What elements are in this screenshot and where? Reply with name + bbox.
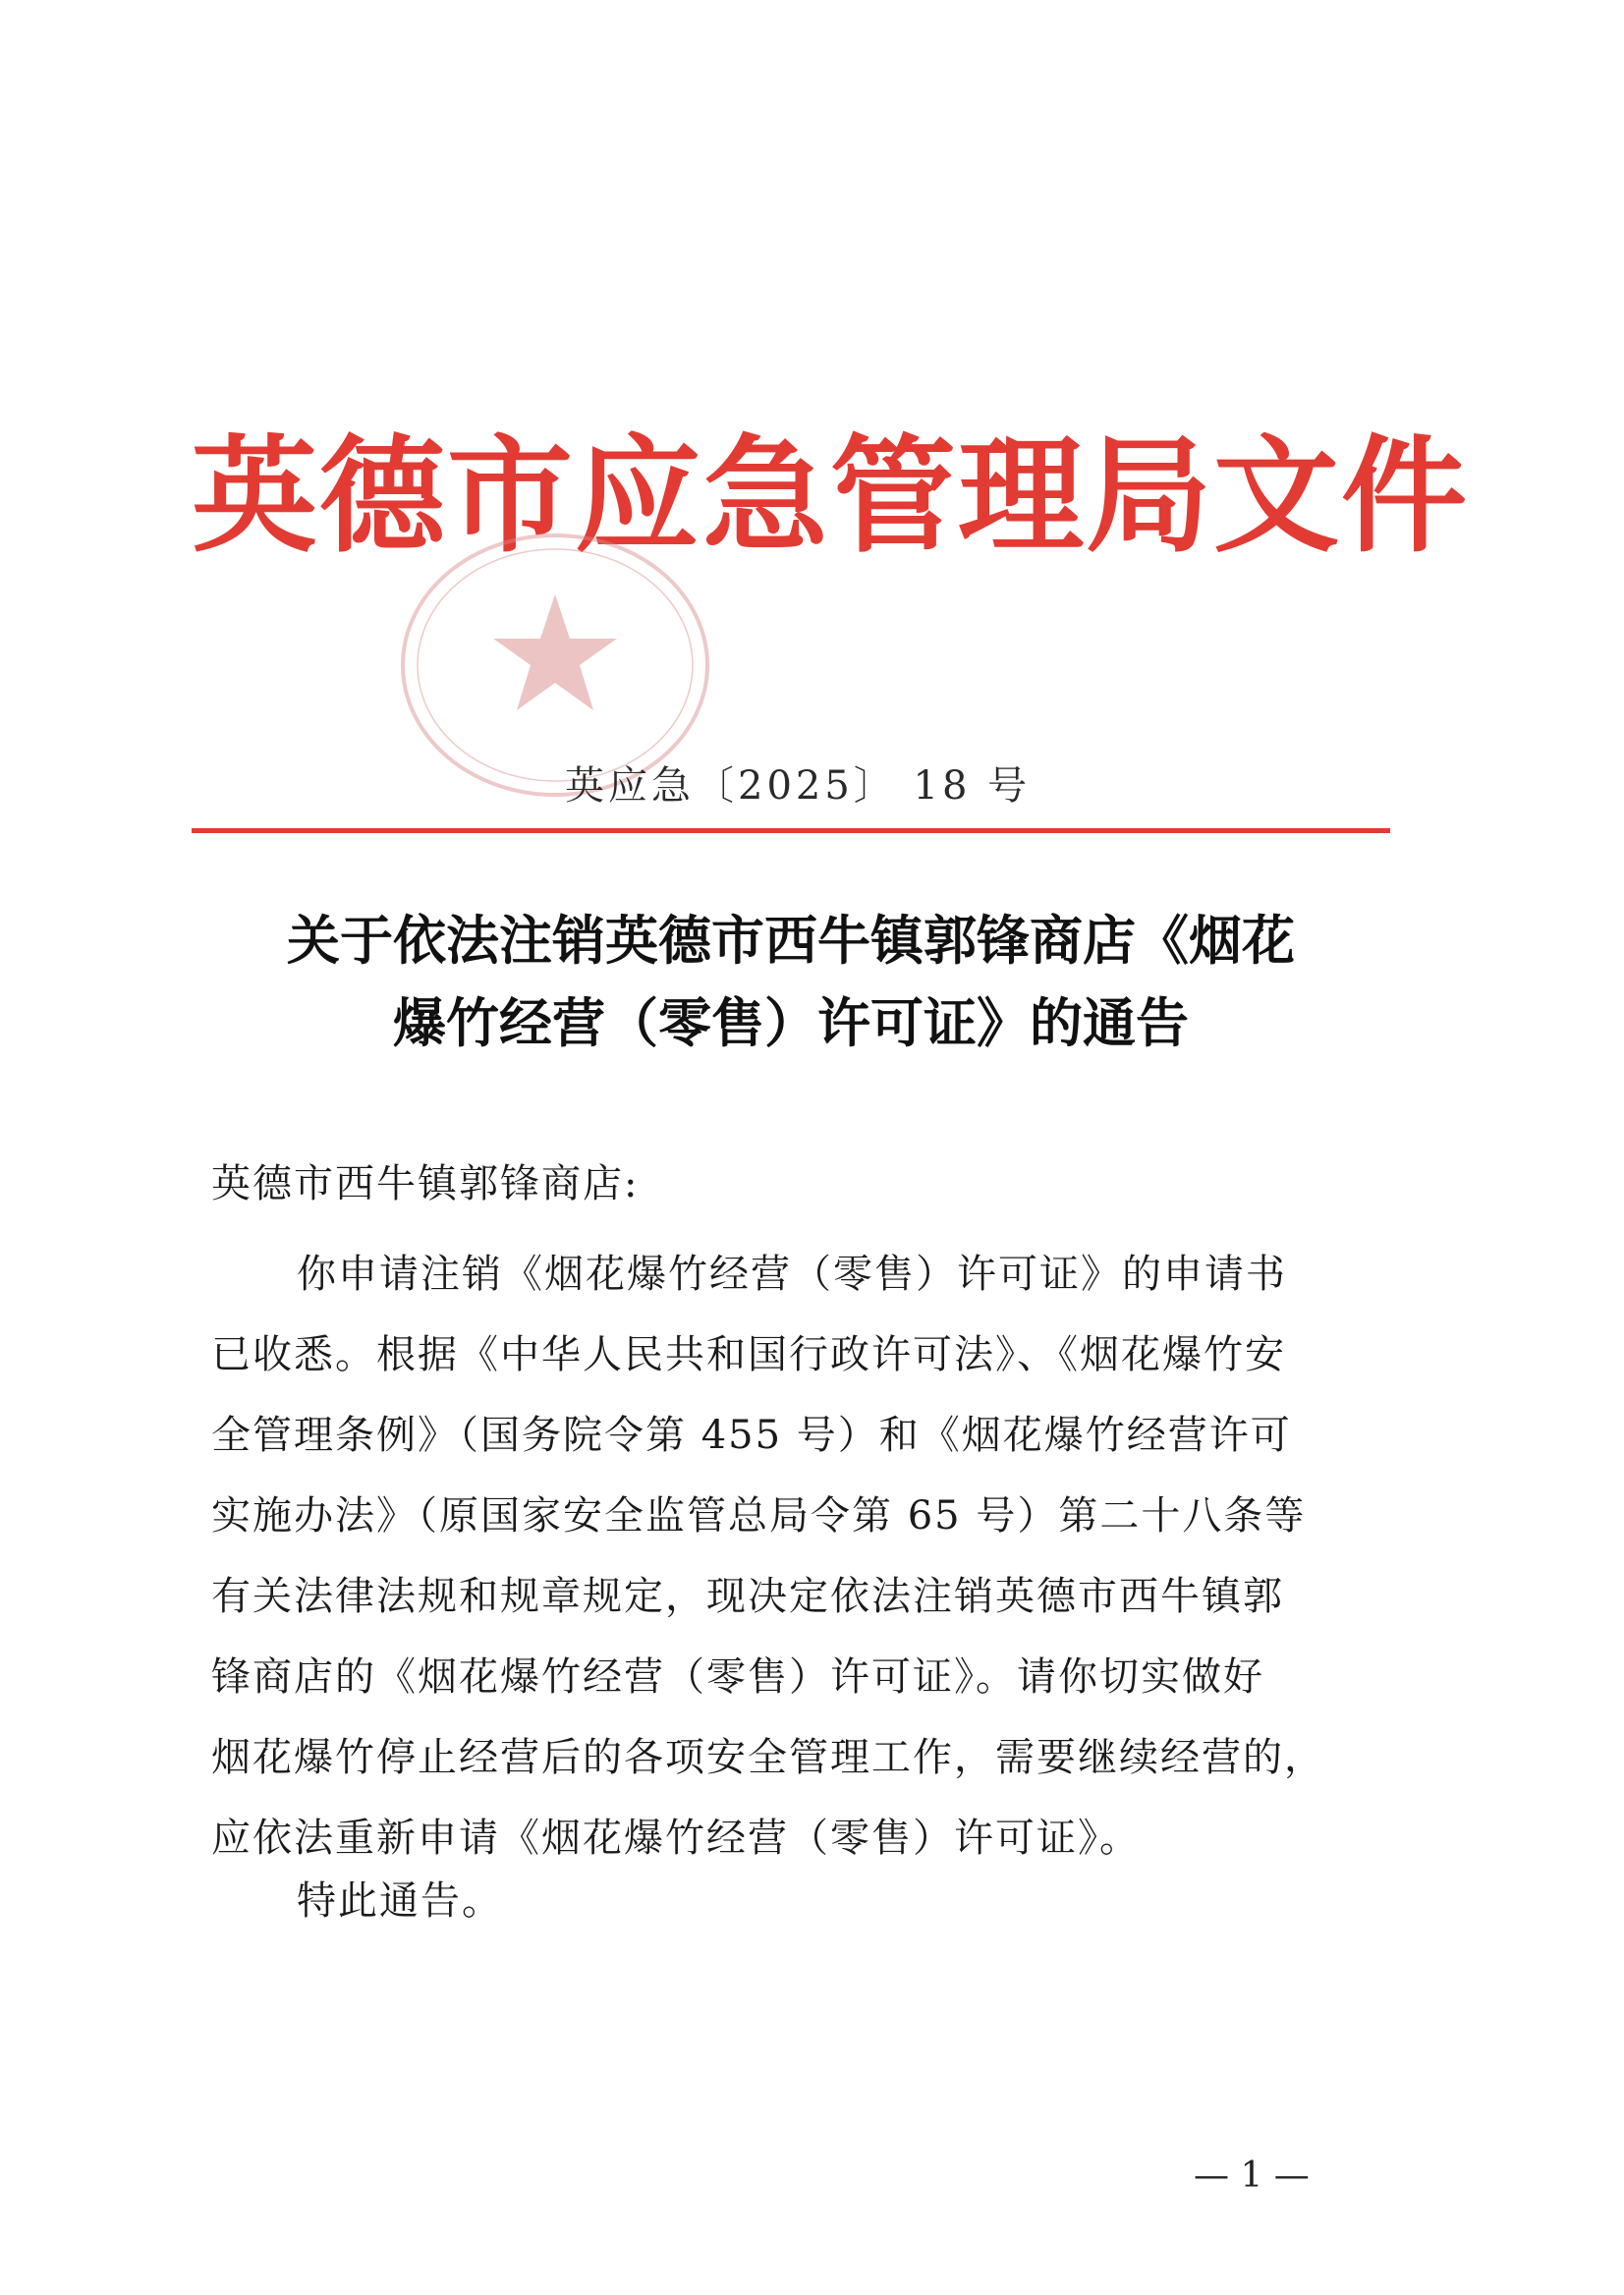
page-number: — 1 —: [1194, 2155, 1310, 2196]
body-line: 锋商店的《烟花爆竹经营（零售）许可证》。请你切实做好: [211, 1654, 1264, 1700]
body-line: 实施办法》（原国家安全监管总局令第 65 号）第二十八条等: [211, 1493, 1307, 1539]
notice-title: [192, 899, 1390, 1064]
agency-title: 英德市应急管理局文件: [192, 422, 1470, 570]
body-line: 烟花爆竹停止经营后的各项安全管理工作，需要继续经营的，: [211, 1735, 1325, 1780]
seal-star-icon: [493, 594, 617, 710]
notice-body: [211, 1234, 1351, 1878]
document-number: 英应急〔2025〕 18 号: [565, 763, 1032, 809]
body-line: 已收悉。根据《中华人民共和国行政许可法》、《烟花爆竹安: [211, 1332, 1286, 1377]
body-line: 应依法重新申请《烟花爆竹经营（零售）许可证》。: [211, 1816, 1141, 1861]
notice-title-line: 爆竹经营（零售）许可证》的通告: [393, 991, 1189, 1054]
body-line: 全管理条例》（国务院令第 455 号）和《烟花爆竹经营许可: [211, 1413, 1292, 1458]
addressee: 英德市西牛镇郭锋商店:: [211, 1161, 640, 1206]
header-divider: [192, 828, 1390, 833]
body-line: 有关法律法规和规章规定，现决定依法注销英德市西牛镇郭: [211, 1574, 1284, 1619]
closing-statement: 特此通告。: [297, 1878, 503, 1924]
body-line: 你申请注销《烟花爆竹经营（零售）许可证》的申请书: [297, 1252, 1287, 1297]
notice-title-line: 关于依法注销英德市西牛镇郭锋商店《烟花: [287, 909, 1295, 972]
